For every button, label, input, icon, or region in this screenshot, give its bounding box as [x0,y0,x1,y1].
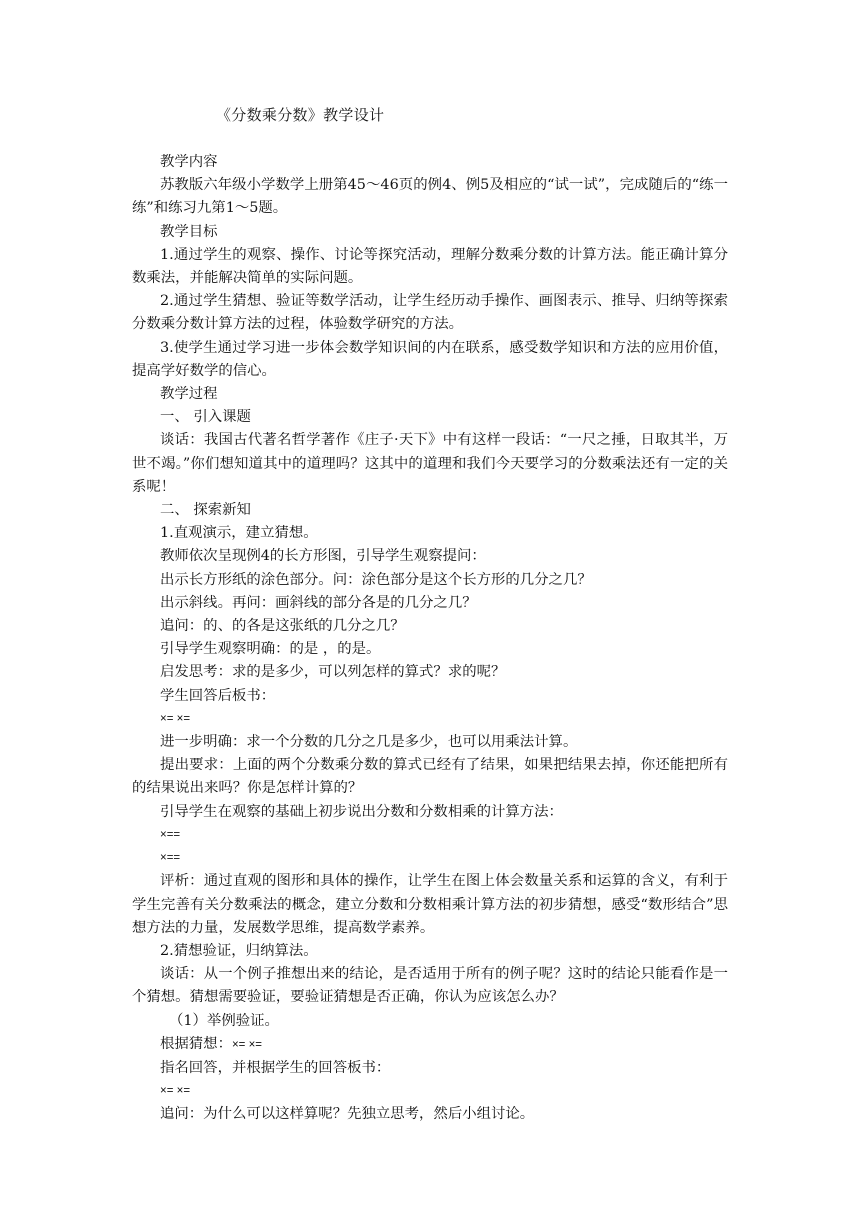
paragraph: 教师依次呈现例4的长方形图，引导学生观察提问： [160,548,486,565]
paragraph: 进一步明确：求一个分数的几分之几是多少，也可以用乘法计算。 [160,734,578,751]
paragraph: 苏教版六年级小学数学上册第45～46页的例4、例5及相应的“试一试”，完成随后的“练一练”和练习九第1～5题。 [132,177,728,217]
heading-teaching-content: 教学内容 [160,154,218,170]
paragraph: 启发思考：求的是多少，可以列怎样的算式？求的呢？ [160,664,506,681]
paragraph [132,1033,728,1057]
paragraph: 1.直观演示，建立猜想。 [160,525,318,542]
formula-line: ×= ×= [160,1085,191,1098]
paragraph: （1）举例验证。 [169,1012,279,1029]
paragraph: 1.通过学生的观察、操作、讨论等探究活动，理解分数乘分数的计算方法。能正确计算分数乘法，并能解决简单的实际问题。 [132,246,728,287]
paragraph: 3.使学生通过学习进一步体会数学知识间的内在联系，感受数学知识和方法的应用价值，提高学好数学的信心。 [132,339,728,379]
paragraph: 引导学生在观察的基础上初步说出分数和分数相乘的计算方法： [160,803,563,820]
section-heading: 一、 引入课题 [160,409,251,426]
paragraph: 2.通过学生猜想、验证等数学活动，让学生经历动手操作、画图表示、推导、归纳等探索分数乘分数计算方法的过程，体验数学研究的方法。 [132,293,728,333]
formula-line: ×== [160,828,181,841]
paragraph: 指名回答，并根据学生的回答板书： [160,1059,391,1076]
paragraph: 学生回答后板书： [160,687,276,704]
formula-inline: ×= ×= [231,1038,263,1051]
paragraph: 追问：的、的各是这张纸的几分之几？ [160,618,405,635]
heading-teaching-process: 教学过程 [160,386,218,403]
heading-teaching-goals: 教学目标 [160,223,218,240]
paragraph: 出示斜线。再问：画斜线的部分各是的几分之几？ [160,594,477,611]
paragraph: 评析：通过直观的图形和具体的操作，让学生在图上体会数量关系和运算的含义，有利于学生完善有关分数乘法的概念，建立分数和分数相乘计算方法的初步猜想，感受“数形结合”思想方法的力量，发展数学思维，提高数学素养。 [132,873,728,936]
section-heading: 二、 探索新知 [160,502,251,519]
formula-line: ×= ×= [160,712,191,725]
paragraph: 追问：为什么可以这样算呢？先独立思考，然后小组讨论。 [160,1106,535,1123]
formula-line: ×== [160,852,181,865]
document-title: 《分数乘分数》教学设计 [216,106,385,124]
paragraph: 提出要求：上面的两个分数乘分数的算式已经有了结果，如果把结果去掉，你还能把所有的结果说出来吗？你是怎样计算的？ [132,757,728,797]
document-body [132,151,728,1127]
paragraph: 谈话：从一个例子推想出来的结论，是否适用于所有的例子呢？这时的结论只能看作是一个猜想。猜想需要验证，要验证猜想是否正确，你认为应该怎么办？ [132,966,728,1006]
paragraph: 谈话：我国古代著名哲学著作《庄子·天下》中有这样一段话：“一尺之捶，日取其半，万世不竭。”你们想知道其中的道理吗？这其中的道理和我们今天要学习的分数乘法还有一定的关系呢！ [132,432,728,495]
paragraph: 2.猜想验证，归纳算法。 [160,942,318,959]
paragraph: 出示长方形纸的涂色部分。问：涂色部分是这个长方形的几分之几？ [160,571,592,588]
paragraph: 引导学生观察明确：的是 ，的是。 [160,641,381,658]
paragraph-text: 根据猜想： [160,1035,232,1052]
